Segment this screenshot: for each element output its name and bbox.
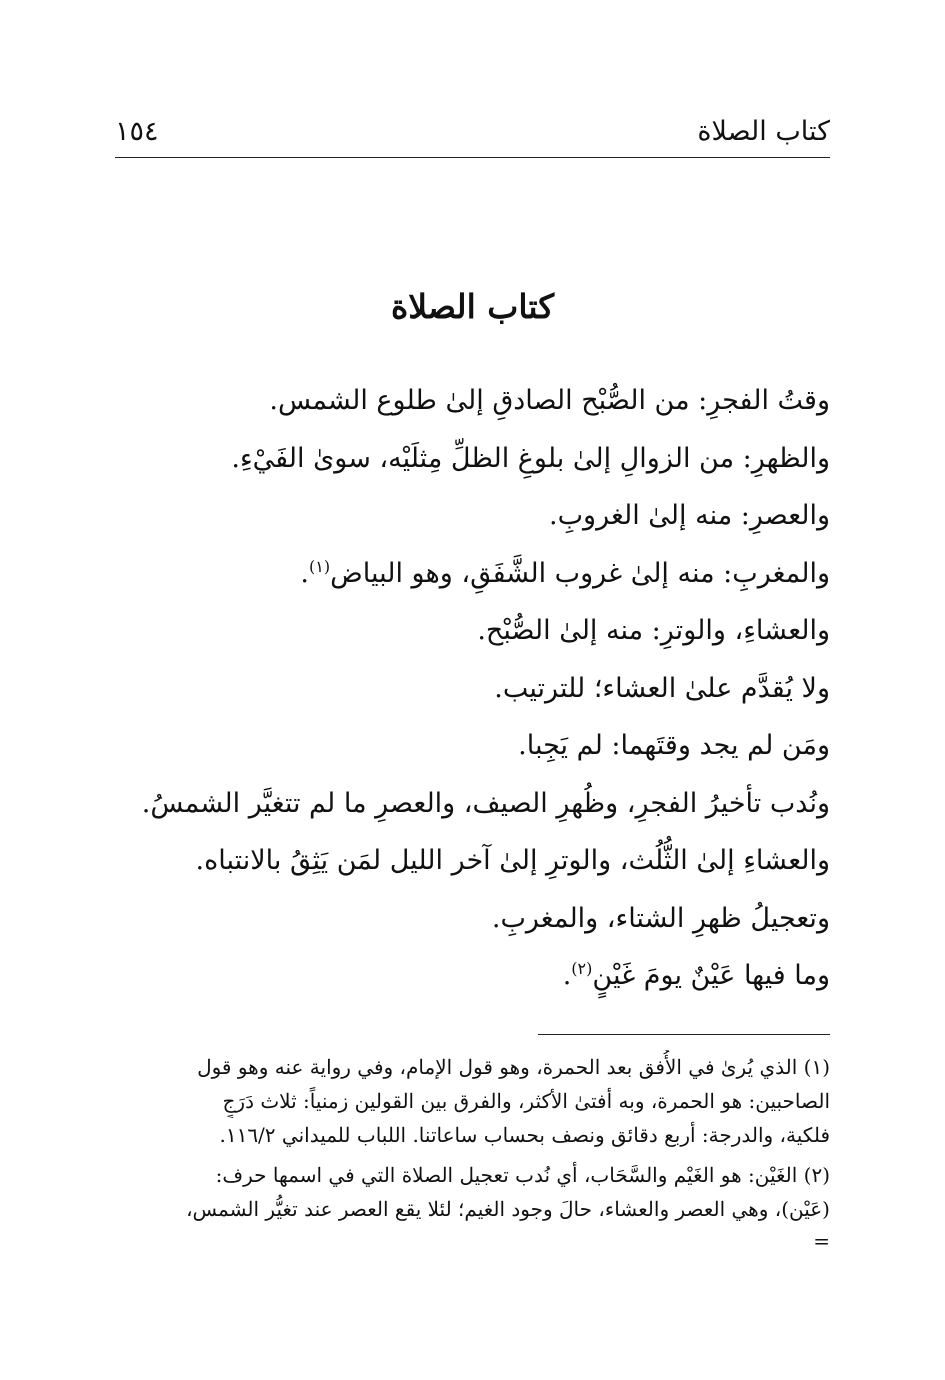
body-line <box>115 947 830 1005</box>
body-line-period: . <box>300 557 309 589</box>
body-line-text: والعشاءِ، والوترِ: منه إلىٰ الصُّبْح. <box>477 615 830 646</box>
footnote-line: الصاحبين: هو الحمرة، وبه أفتىٰ الأكثر، والفرق بين القولين زمنياً: ثلاث دَرَجٍ <box>222 1089 830 1113</box>
body-line <box>115 372 830 430</box>
body-line <box>115 775 830 833</box>
running-header <box>115 112 830 156</box>
body-line <box>115 487 830 545</box>
footnotes <box>115 1050 830 1256</box>
footnote-continuation-mark: = <box>813 1229 830 1253</box>
footnote-line: فلكية، والدرجة: أربع دقائق ونصف بحساب ساعاتنا. اللباب للميداني ١١٦/٢. <box>219 1123 830 1147</box>
footnote-line: (عَيْن)، وهي العصر والعشاء، حالَ وجود الغيم؛ لئلا يقع العصر عند تغيُّر الشمس، <box>186 1197 830 1221</box>
footnote-ref-2: (٢) <box>571 959 593 978</box>
body-text <box>115 372 830 1005</box>
body-line-text: ولا يُقدَّم علىٰ العشاء؛ للترتيب. <box>494 672 830 704</box>
body-line-text: ومَن لم يجد وقتَهما: لم يَجِبا. <box>518 730 830 761</box>
footnote-2 <box>115 1158 830 1226</box>
footnote-1 <box>115 1050 830 1152</box>
body-line <box>115 660 830 718</box>
body-line <box>115 545 830 603</box>
body-line-text: والظهرِ: من الزوالِ إلىٰ بلوغِ الظلِّ مِثلَيْه، سوىٰ الفَيْءِ. <box>231 442 830 474</box>
body-line <box>115 430 830 488</box>
body-line <box>115 890 830 948</box>
running-header-title: كتاب الصلاة <box>697 116 830 147</box>
body-line-text: وتعجيلُ ظهرِ الشتاء، والمغربِ. <box>491 902 830 934</box>
footnote-line: (٢) الغَيْن: هو الغَيْم والسَّحَاب، أي نُدب تعجيل الصلاة التي في اسمها حرف: <box>215 1163 830 1187</box>
footnote-ref-1: (١) <box>308 556 331 576</box>
body-line <box>115 602 830 660</box>
body-line-text: والعصرِ: منه إلىٰ الغروبِ. <box>549 500 830 531</box>
footnote-separator <box>538 1034 830 1035</box>
footnote-line: (١) الذي يُرىٰ في الأُفق بعد الحمرة، وهو قول الإمام، وفي رواية عنه وهو قول <box>197 1055 830 1079</box>
body-line <box>115 717 830 775</box>
chapter-title: كتاب الصلاة <box>390 287 555 326</box>
body-line-text: ونُدب تأخيرُ الفجرِ، وظُهرِ الصيف، والعصرِ ما لم تتغيَّر الشمسُ. <box>141 787 830 819</box>
body-line-text: وقتُ الفجرِ: من الصُّبْح الصادقِ إلىٰ طلوع الشمس. <box>269 385 830 416</box>
body-line <box>115 832 830 890</box>
body-line-period: . <box>562 960 572 991</box>
body-line-text: والعشاءِ إلىٰ الثُّلُث، والوترِ إلىٰ آخر الليل لمَن يَثِقُ بالانتباه. <box>195 845 830 876</box>
page-number: ١٥٤ <box>115 116 159 147</box>
body-line-text: وما فيها عَيْنٌ يومَ غَيْنٍ <box>592 960 830 991</box>
header-rule <box>115 157 830 158</box>
body-line-text: والمغربِ: منه إلىٰ غروب الشَّفَقِ، وهو البياض <box>330 557 830 589</box>
